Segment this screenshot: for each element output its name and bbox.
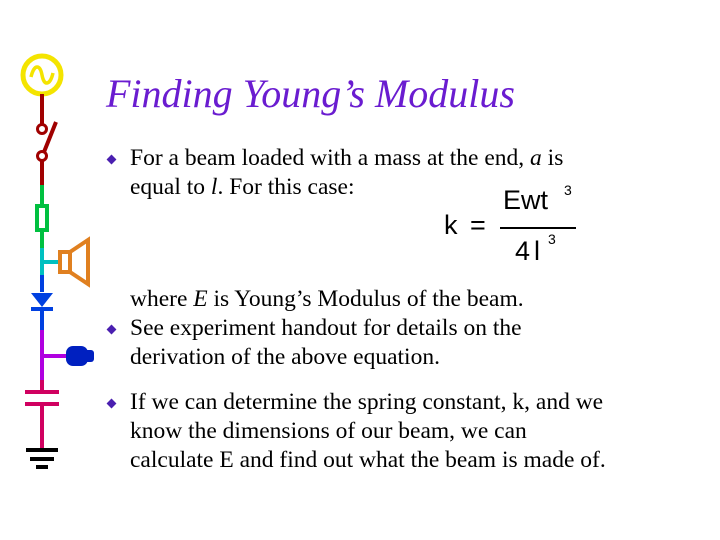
capacitor-icon (25, 392, 59, 404)
bullet-3-line-3: calculate E and find out what the beam is made of. (130, 447, 606, 473)
bullet-3-line-2: know the dimensions of our beam, we can (130, 418, 527, 444)
formula-denominator-exponent: 3 (548, 231, 556, 247)
speaker-icon (60, 240, 88, 284)
switch-icon (38, 122, 57, 161)
bullet-icon (107, 325, 117, 335)
formula-denominator-coef: 4 (515, 236, 531, 266)
formula-denominator-var: l (534, 236, 540, 266)
formula-lhs: k (444, 210, 458, 240)
ground-icon (26, 450, 58, 467)
bullet-2-line-1: See experiment handout for details on the (130, 315, 522, 341)
page-title: Finding Young’s Modulus (106, 71, 515, 116)
bullet-1-line-1: For a beam loaded with a mass at the end, a is (130, 145, 564, 171)
bullet-1-line-2: equal to l. For this case: (130, 174, 355, 200)
diode-icon (31, 293, 53, 309)
fraction-bar (500, 227, 576, 229)
formula-equals: = (470, 210, 486, 240)
circuit-decoration (0, 0, 100, 540)
fuse-icon (37, 206, 47, 230)
bullet-3-line-1: If we can determine the spring constant, k, and we (130, 389, 604, 415)
formula-numerator-exponent: 3 (564, 182, 572, 198)
bullet-2-line-2: derivation of the above equation. (130, 344, 440, 370)
formula-numerator: Ewt (503, 185, 549, 215)
bullet-icon (107, 399, 117, 409)
bullet-icon (107, 155, 117, 165)
ac-source-icon (23, 56, 61, 94)
lamp-icon (66, 346, 94, 366)
where-line: where E is Young’s Modulus of the beam. (130, 286, 524, 312)
